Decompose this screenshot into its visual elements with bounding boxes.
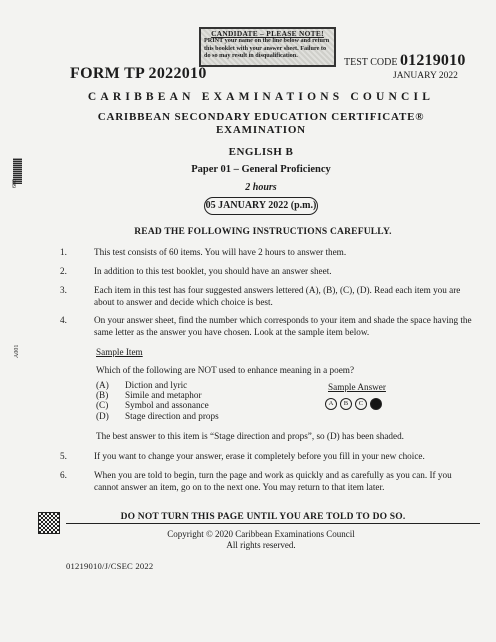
instruction-text: This test consists of 60 items. You will have 2 hours to answer them. bbox=[94, 247, 347, 257]
option-letter: (D) bbox=[96, 410, 109, 421]
sample-options bbox=[96, 380, 219, 421]
instruction-item-3 bbox=[60, 285, 472, 308]
footer-divider bbox=[66, 523, 480, 524]
instruction-item-2 bbox=[60, 266, 472, 278]
instruction-item-6 bbox=[60, 470, 472, 493]
instructions-heading: READ THE FOLLOWING INSTRUCTIONS CAREFULLY. bbox=[134, 227, 392, 237]
answer-bubble-b: B bbox=[340, 398, 352, 410]
option-letter: (C) bbox=[96, 400, 109, 411]
exam-title-line2: EXAMINATION bbox=[216, 124, 306, 136]
notice-title: CANDIDATE – PLEASE NOTE! bbox=[211, 29, 324, 38]
option-text: Symbol and assonance bbox=[125, 400, 209, 411]
form-number: FORM TP 2022010 bbox=[70, 65, 207, 82]
sample-item-title: Sample Item bbox=[96, 347, 143, 357]
council-name: CARIBBEAN EXAMINATIONS COUNCIL bbox=[87, 91, 435, 103]
sample-question: Which of the following are NOT used to enhance meaning in a poem? bbox=[96, 365, 355, 375]
rights-reserved: All rights reserved. bbox=[226, 540, 296, 550]
subject-title: ENGLISH B bbox=[228, 146, 294, 158]
exam-date-badge: 05 JANUARY 2022 (p.m.) bbox=[204, 197, 318, 215]
option-text: Stage direction and props bbox=[125, 410, 219, 421]
sample-option-d bbox=[96, 411, 219, 421]
instruction-number: 1. bbox=[60, 247, 67, 257]
instruction-text: Each item in this test has four suggested answers lettered (A), (B), (C), (D). Read each item you are about to answer and decide which choice is best. bbox=[94, 285, 461, 307]
instruction-text: On your answer sheet, find the number which corresponds to your item and shade the space having the same letter as the answer you have chosen. Look at the sample item below. bbox=[94, 315, 472, 337]
instruction-item-5 bbox=[60, 451, 472, 463]
paper-reference-code: 01219010/J/CSEC 2022 bbox=[66, 561, 154, 571]
exam-duration: 2 hours bbox=[245, 182, 277, 193]
instruction-item-1 bbox=[60, 247, 472, 259]
paper-title: Paper 01 – General Proficiency bbox=[191, 164, 331, 175]
notice-body: PRINT your name on the line below and return this booklet with your answer sheet. Failure to do so may result in disqualification. bbox=[204, 37, 330, 60]
instruction-item-4 bbox=[60, 315, 472, 338]
answer-bubble-a: A bbox=[325, 398, 337, 410]
answer-bubble-c: C bbox=[355, 398, 367, 410]
test-code: 01219010 bbox=[399, 52, 466, 69]
instruction-number: 2. bbox=[60, 266, 67, 276]
copyright-notice: Copyright © 2020 Caribbean Examinations Council bbox=[167, 529, 355, 539]
side-code-upper: 605 bbox=[12, 179, 18, 188]
option-letter: (A) bbox=[96, 380, 109, 390]
sample-answer-bubbles bbox=[325, 398, 382, 410]
do-not-turn-warning: DO NOT TURN THIS PAGE UNTIL YOU ARE TOLD TO DO SO. bbox=[120, 512, 406, 522]
option-letter: (B) bbox=[96, 390, 109, 401]
candidate-notice-box bbox=[199, 27, 336, 67]
test-code-label: TEST CODE bbox=[344, 57, 398, 68]
sample-option-b bbox=[96, 390, 219, 400]
sample-option-a bbox=[96, 380, 219, 390]
instruction-text: If you want to change your answer, erase it completely before you fill in your new choice. bbox=[94, 451, 425, 461]
option-text: Simile and metaphor bbox=[125, 390, 202, 401]
test-code-line bbox=[344, 52, 466, 70]
instruction-number: 3. bbox=[60, 285, 67, 295]
instruction-number: 5. bbox=[60, 451, 67, 461]
side-code-lower: A001 bbox=[14, 344, 20, 358]
instruction-number: 6. bbox=[60, 470, 67, 480]
exam-session: JANUARY 2022 bbox=[393, 71, 458, 81]
instruction-text: When you are told to begin, turn the page and work as quickly and as carefully as you can. If you cannot answer an item, go on to the next one. You may return to that item later. bbox=[94, 470, 452, 492]
exam-title-line1: CARIBBEAN SECONDARY EDUCATION CERTIFICATE® bbox=[97, 111, 425, 123]
instruction-number: 4. bbox=[60, 315, 67, 325]
sample-explanation: The best answer to this item is “Stage direction and props”, so (D) has been shaded. bbox=[96, 431, 404, 441]
sample-answer-label: Sample Answer bbox=[328, 382, 386, 392]
option-text: Diction and lyric bbox=[125, 380, 188, 390]
sample-option-c bbox=[96, 400, 219, 410]
instruction-text: In addition to this test booklet, you should have an answer sheet. bbox=[94, 266, 332, 276]
answer-bubble-d: D bbox=[370, 398, 382, 410]
